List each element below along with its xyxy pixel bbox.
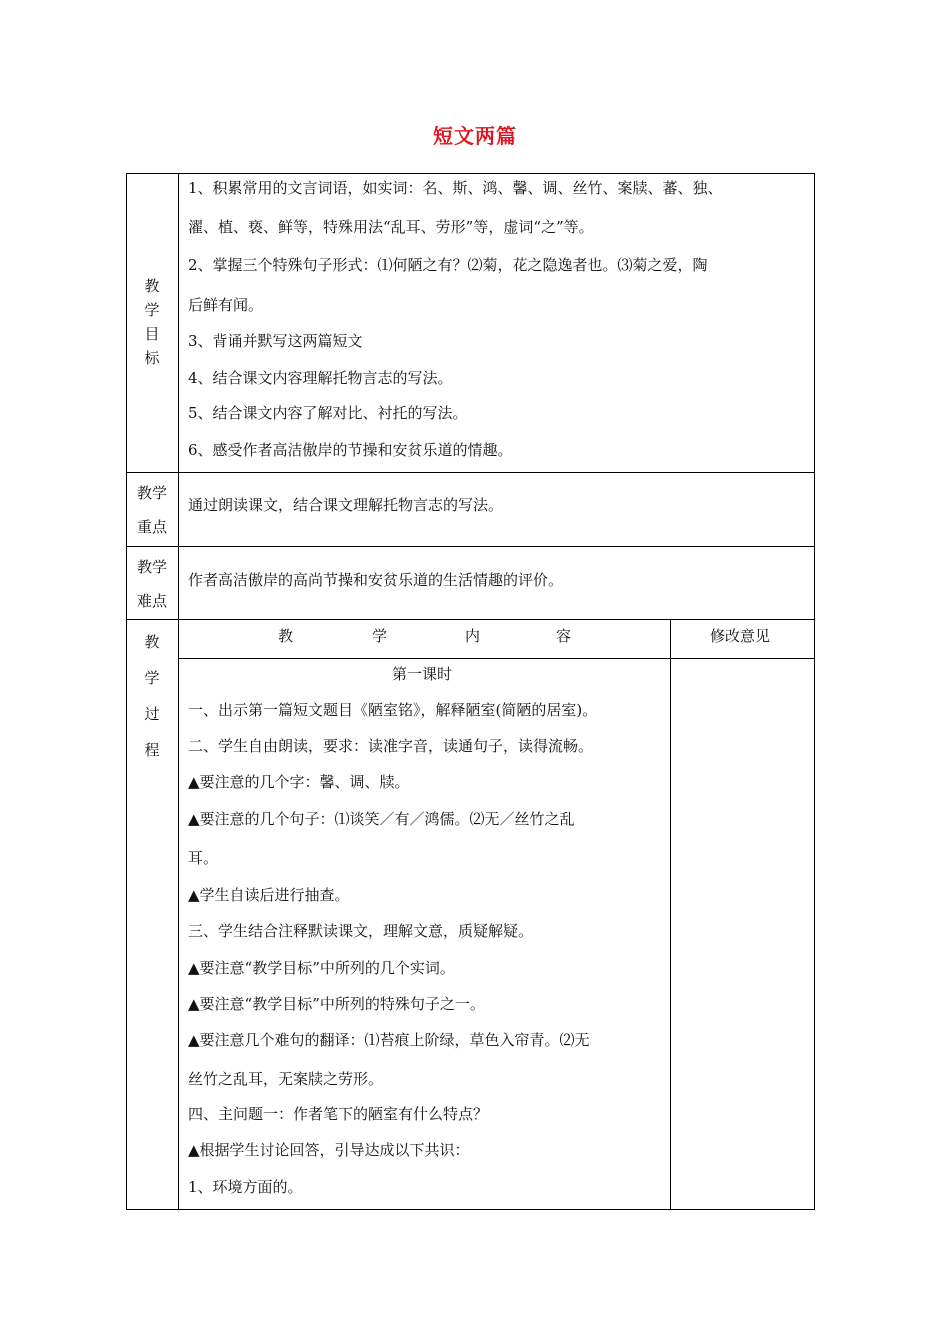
difficulties-label (126, 550, 178, 618)
objective-line: 2、掌握三个特殊句子形式：⑴何陋之有？⑵菊，花之隐逸者也。⑶菊之爱，陶 (188, 256, 708, 274)
content-header-char: 学 (372, 627, 388, 645)
document-title: 短文两篇 (433, 124, 517, 148)
objectives-label-char: 标 (144, 349, 160, 367)
process-label-char: 学 (144, 669, 160, 687)
difficulties-text: 作者高洁傲岸的高尚节操和安贫乐道的生活情趣的评价。 (188, 571, 564, 589)
objective-line: 3、背诵并默写这两篇短文 (188, 332, 363, 350)
label-column-divider (178, 173, 179, 1210)
process-line: 丝竹之乱耳，无案牍之劳形。 (188, 1070, 384, 1088)
objectives-label (126, 274, 178, 370)
process-line: ▲要注意“教学目标”中所列的几个实词。 (188, 959, 455, 977)
process-line: ▲学生自读后进行抽查。 (188, 886, 350, 904)
key-points-label-line: 教学 (136, 484, 167, 502)
content-header-char: 内 (465, 627, 481, 645)
process-line: ▲要注意几个难句的翻译：⑴苔痕上阶绿，草色入帘青。⑵无 (188, 1031, 590, 1049)
process-line: 1、环境方面的。 (188, 1178, 303, 1196)
key-points-text: 通过朗读课文，结合课文理解托物言志的写法。 (188, 496, 504, 514)
key-points-label (126, 476, 178, 544)
objective-line: 5、结合课文内容了解对比、衬托的写法。 (188, 404, 468, 422)
difficulties-label-line: 难点 (136, 592, 167, 610)
row-divider-3 (126, 619, 815, 620)
process-line: 一、出示第一篇短文题目《陋室铭》，解释陋室(简陋的居室)。 (188, 701, 598, 719)
process-line: ▲要注意的几个句子：⑴谈笑／有／鸿儒。⑵无／丝竹之乱 (188, 810, 575, 828)
process-label-char: 过 (144, 705, 160, 723)
revision-header: 修改意见 (710, 627, 771, 645)
process-label (126, 624, 178, 768)
content-header-char: 教 (278, 627, 294, 645)
lesson-plan-table (126, 173, 815, 1210)
lesson-period: 第一课时 (392, 665, 453, 683)
process-line: ▲要注意“教学目标”中所列的特殊句子之一。 (188, 995, 485, 1013)
objective-line: 1、积累常用的文言词语，如实词：名、斯、鸿、馨、调、丝竹、案牍、蕃、独、 (188, 179, 723, 197)
objective-line: 濯、植、亵、鲜等，特殊用法“乱耳、劳形”等，虚词“之”等。 (188, 218, 594, 236)
process-line: ▲要注意的几个字：馨、调、牍。 (188, 773, 410, 791)
process-label-char: 程 (144, 741, 160, 759)
objectives-label-char: 目 (144, 325, 160, 343)
objectives-label-char: 教 (144, 277, 160, 295)
revision-column-divider (670, 619, 671, 1210)
header-divider (178, 658, 815, 659)
objective-line: 6、感受作者高洁傲岸的节操和安贫乐道的情趣。 (188, 441, 513, 459)
objective-line: 4、结合课文内容理解托物言志的写法。 (188, 369, 453, 387)
process-line: 二、学生自由朗读，要求：读准字音，读通句子，读得流畅。 (188, 737, 594, 755)
key-points-label-line: 重点 (136, 518, 167, 536)
content-header-char: 容 (556, 627, 572, 645)
process-line: 三、学生结合注释默读课文，理解文意，质疑解疑。 (188, 922, 534, 940)
process-label-char: 教 (144, 633, 160, 651)
difficulties-label-line: 教学 (136, 558, 167, 576)
process-line: 耳。 (188, 849, 219, 867)
row-divider-2 (126, 546, 815, 547)
objective-line: 后鲜有闻。 (188, 296, 264, 314)
process-line: ▲根据学生讨论回答，引导达成以下共识： (188, 1141, 470, 1159)
row-divider-1 (126, 472, 815, 473)
process-line: 四、主问题一：作者笔下的陋室有什么特点？ (188, 1105, 489, 1123)
objectives-label-char: 学 (144, 301, 160, 319)
